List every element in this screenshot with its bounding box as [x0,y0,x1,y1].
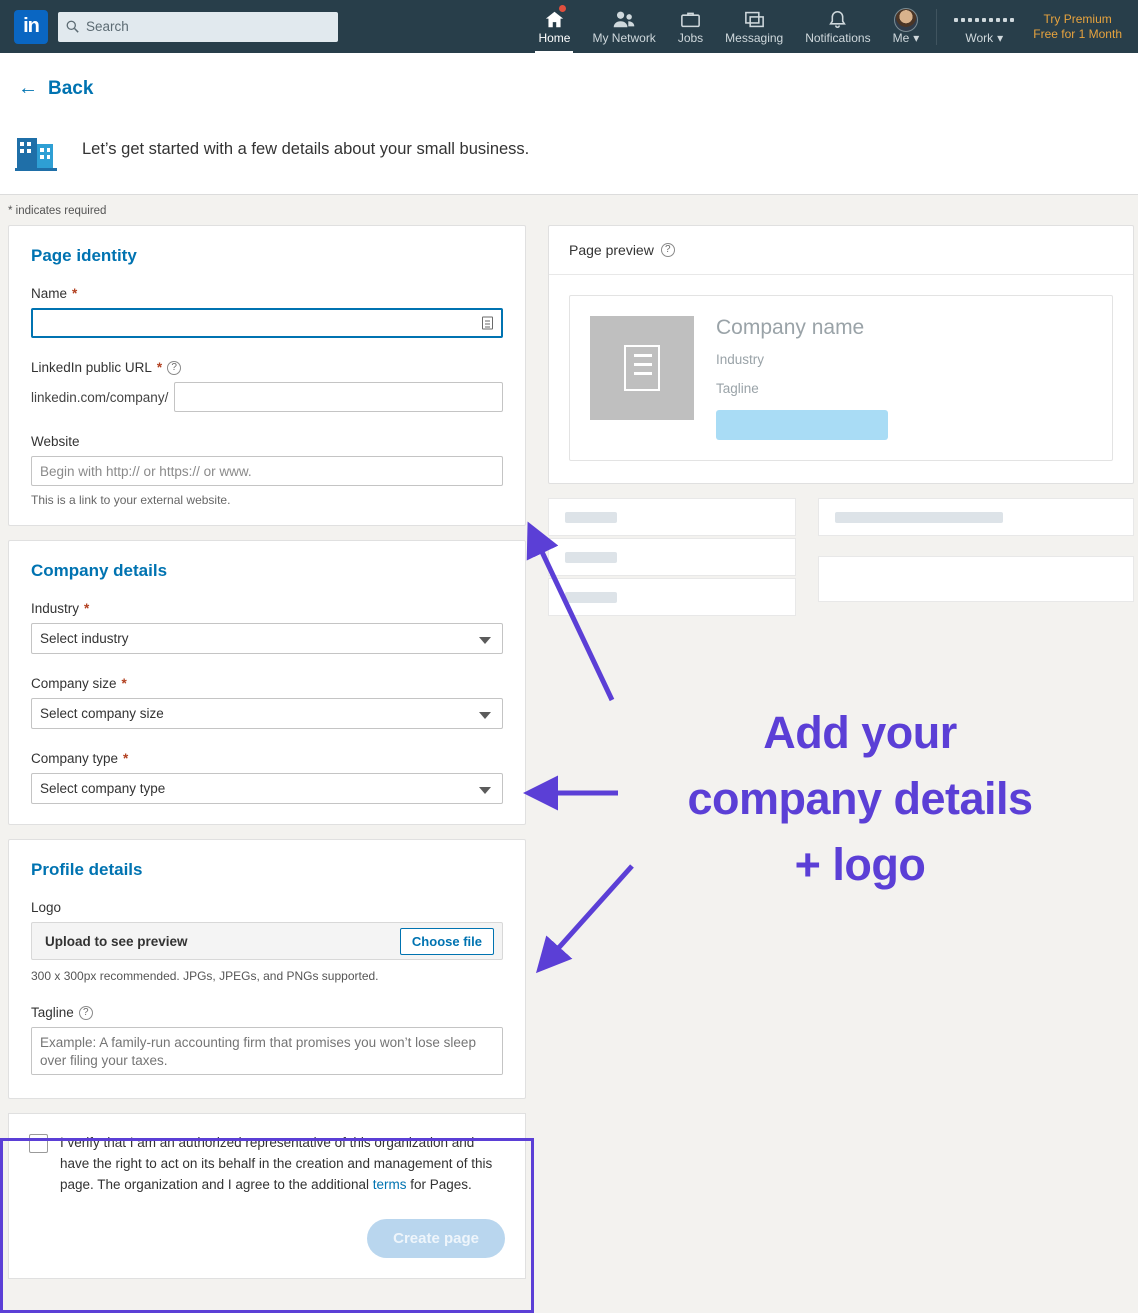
briefcase-icon [680,9,701,31]
nav-item-home-label: Home [538,30,571,45]
preview-company-card [569,295,1113,461]
page-identity-title: Page identity [31,246,137,265]
url-label-row [31,360,503,375]
skeleton-bar [565,552,617,563]
search-input[interactable] [58,12,338,42]
arrow-left-icon: ← [18,77,38,99]
verify-row [29,1132,505,1195]
preview-skeleton-right [818,498,1134,618]
help-icon[interactable]: ? [79,1006,93,1020]
skeleton-bar [835,512,1003,523]
verify-card [8,1113,526,1279]
skeleton-bar [565,592,617,603]
company-size-select-wrap [31,698,503,729]
website-label: Website [31,434,80,449]
nav-item-messaging[interactable] [714,0,794,53]
nav-item-jobs-label: Jobs [677,30,704,45]
verify-text [60,1132,505,1195]
preview-skeleton-left [548,498,796,618]
name-required-marker: * [72,286,78,301]
page-preview-body [549,275,1133,483]
verify-checkbox[interactable] [29,1134,48,1153]
help-icon[interactable]: ? [661,243,675,257]
nav-item-jobs[interactable] [667,0,714,53]
website-input[interactable] [31,456,503,486]
building-placeholder-icon [624,345,660,391]
url-prefix: linkedin.com/company/ [31,389,169,405]
preview-skeleton-row [548,498,1134,618]
logo-hint: 300 x 300px recommended. JPGs, JPEGs, and PNGs supported. [31,969,379,983]
page-preview-card [548,225,1134,484]
profile-details-title: Profile details [31,860,143,879]
website-label-row [31,434,503,449]
page-identity-card [8,225,526,526]
try-premium-line1: Try Premium [1043,11,1112,26]
intro-row [0,126,1138,172]
company-size-label: Company size [31,676,117,691]
logo-upload-row [31,922,503,960]
tagline-textarea[interactable] [31,1027,503,1075]
annotation-text [590,700,1130,898]
nav-item-notifications[interactable] [794,0,881,53]
verify-text-part2: for Pages. [406,1177,472,1192]
name-label-row [31,286,503,301]
page-preview-title: Page preview [569,242,654,258]
preview-logo-placeholder [590,316,694,420]
create-page-button[interactable]: Create page [367,1219,505,1258]
company-details-card [8,540,526,825]
tagline-label-row [31,1005,503,1020]
nav-item-work[interactable] [943,0,1025,53]
industry-label-row [31,601,503,616]
nav-item-home[interactable] [527,0,581,53]
company-type-select[interactable] [31,773,503,804]
home-badge-dot [558,4,567,13]
industry-label: Industry [31,601,80,616]
help-icon[interactable]: ? [167,361,181,375]
annotation-line-3: + logo [794,839,926,890]
building-icon [14,126,58,172]
preview-text-block [716,316,888,440]
size-label-row [31,676,503,691]
preview-company-name: Company name [716,316,865,339]
name-input-wrap [31,308,503,338]
industry-select[interactable] [31,623,503,654]
back-label: Back [48,77,94,99]
url-required-marker: * [156,360,163,375]
message-icon [744,9,765,31]
industry-select-wrap [31,623,503,654]
nav-items [527,0,1130,53]
page-preview-header [549,226,1133,275]
profile-details-card [8,839,526,1099]
nav-item-me-label: Me [892,30,910,45]
name-input[interactable] [31,308,503,338]
bell-icon [828,9,847,31]
upload-preview-label: Upload to see preview [45,933,188,949]
preview-tagline: Tagline [716,381,759,396]
back-button[interactable] [0,77,1138,100]
try-premium-line2: Free for 1 Month [1033,26,1122,41]
size-required-marker: * [121,676,127,691]
preview-industry: Industry [716,352,765,367]
url-input[interactable] [174,382,503,412]
terms-link[interactable]: terms [372,1177,407,1192]
skeleton-card [818,556,1134,602]
skeleton-card [548,578,796,616]
choose-file-button[interactable]: Choose file [400,928,494,955]
company-size-select[interactable] [31,698,503,729]
url-label: LinkedIn public URL [31,360,152,375]
nav-item-me[interactable] [882,0,931,53]
page-header [0,53,1138,195]
nav-item-my-network-label: My Network [592,30,656,45]
preview-column [548,225,1134,618]
nav-item-messaging-label: Messaging [725,30,784,45]
preview-follow-button-placeholder [716,410,888,440]
url-row [31,382,503,412]
people-icon [612,9,636,31]
create-row [29,1219,505,1258]
chevron-down-icon: ▾ [997,30,1004,45]
logo-label: Logo [31,900,62,915]
form-column [8,225,526,1279]
avatar [894,9,918,31]
company-type-select-wrap [31,773,503,804]
skeleton-card [548,498,796,536]
tagline-label: Tagline [31,1005,74,1020]
type-required-marker: * [123,751,129,766]
skeleton-card [548,538,796,576]
linkedin-logo[interactable]: in [14,10,48,44]
search-icon [66,20,79,33]
company-type-label: Company type [31,751,119,766]
required-note: * indicates required [8,205,107,217]
nav-divider [936,9,937,45]
annotation-line-1: Add your [763,707,957,758]
search-placeholder: Search [86,19,129,34]
nav-item-notifications-label: Notifications [805,30,871,45]
annotation-line-2: company details [687,773,1033,824]
type-label-row [31,751,503,766]
logo-label-row [31,900,503,915]
verify-text-part1: I verify that I am an authorized representative of this organization and have the right to act on its behalf in the creation and management of this page. The organization and I agree to the additional [60,1135,493,1192]
intro-text: Let’s get started with a few details about your small business. [82,139,530,158]
website-hint: This is a link to your external website. [31,493,231,507]
chevron-down-icon: ▾ [913,30,920,45]
skeleton-bar [565,512,617,523]
company-details-title: Company details [31,561,168,580]
industry-required-marker: * [84,601,90,616]
top-navbar [0,0,1138,53]
name-label: Name [31,286,68,301]
nav-item-my-network[interactable] [581,0,666,53]
nav-item-work-label: Work [965,30,994,45]
try-premium-link[interactable] [1025,12,1130,42]
grid-icon [954,9,1014,31]
skeleton-card [818,498,1134,536]
list-icon [482,317,493,330]
